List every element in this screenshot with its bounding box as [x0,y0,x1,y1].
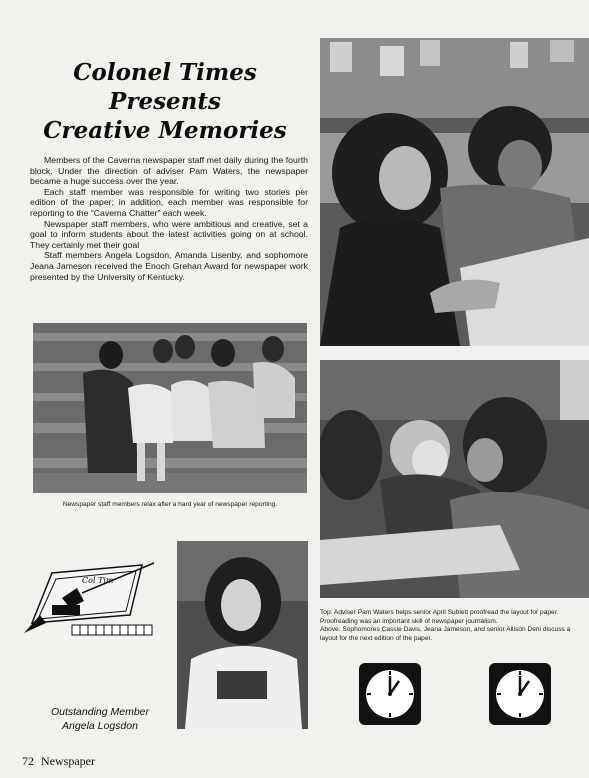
article-paragraph: Staff members Angela Logsdon, Amanda Lisenby, and sophomore Jeana Jameson received the Enoch Grehan Award for newspaper work presented by the University of Kentucky. [30,250,308,282]
clock-face [359,663,421,725]
title-line-1: Colonel Times [73,59,257,86]
photo-adviser-proofreading-image [320,38,589,346]
article-paragraph: Each staff member was responsible for writing two stories per edition of the paper; in addition, each member was responsible for reporting to the “Caverna Chatter” each week. [30,186,308,218]
clock-icon [489,663,551,725]
clock-face [489,663,551,725]
photo-outstanding-member-image [177,541,308,729]
member-caption-line-1: Outstanding Member [50,706,150,718]
photo-sophomores-layout-image [320,360,589,598]
drafting-board-icon [22,553,162,645]
photo-staff-group [33,323,307,493]
article-paragraph: Members of the Caverna newspaper staff met daily during the fourth block. Under the direction of adviser Pam Waters, the newspaper became a huge success over the year. [30,155,308,187]
right-photos-caption [320,609,589,643]
title-line-3: Creative Memories [43,117,287,144]
clock-icon [359,663,421,725]
article-paragraph: Newspaper staff members, who were ambitious and creative, set a goal to inform students about the latest activities going on at school. They certainly met their goal [30,218,308,250]
title-line-2: Presents [109,88,221,115]
caption-top: Top: Adviser Pam Waters helps senior April Sublett proofread the layout for paper. Proofreading was an important skill of newspaper journalism. [320,609,559,625]
page-title [40,58,290,145]
logo-lettering: Col Tim [82,576,114,585]
member-caption-line-2: Angela Logsdon [62,720,138,732]
photo-staff-group-image [33,323,307,493]
caption-above: Above: Sophomores Cassie Davis, Jeana Jameson, and senior Allison Deni discuss a layout for the next edition of the paper. [320,626,571,642]
page-folio [22,754,95,769]
page-number: 72 [22,754,34,768]
photo-outstanding-member [177,541,308,729]
section-name: Newspaper [41,754,95,768]
newspaper-logo-illustration [22,553,162,645]
article-body [30,155,308,282]
group-photo-caption: Newspaper staff members relax after a hard year of newspaper reporting. [62,501,278,508]
photo-adviser-proofreading [320,38,589,346]
outstanding-member-caption [30,705,170,733]
photo-sophomores-layout [320,360,589,598]
